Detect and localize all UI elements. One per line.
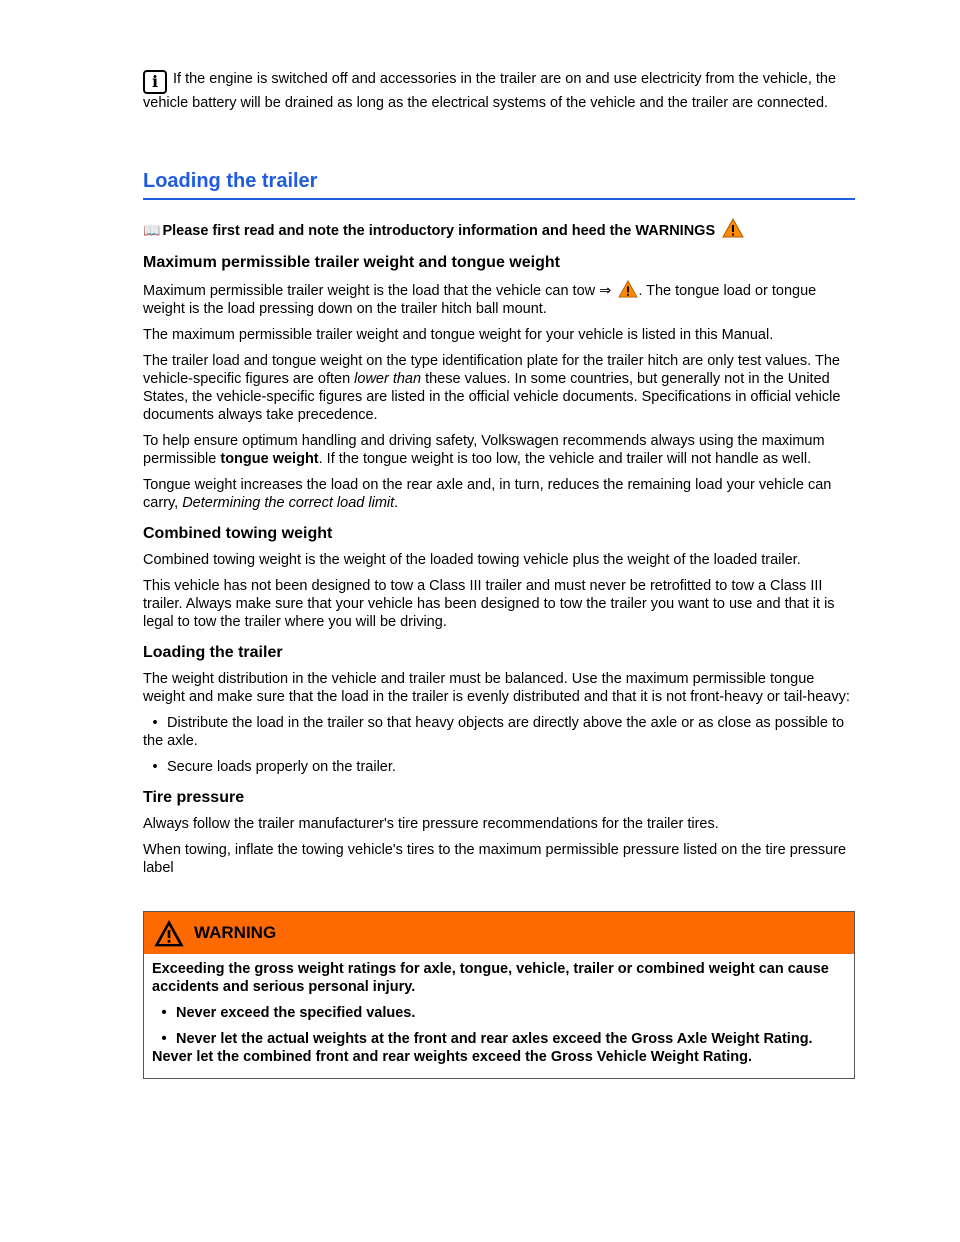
paragraph: When towing, inflate the towing vehicle's tires to the maximum permissible pressure listed on the tire pressure label xyxy=(143,842,847,876)
warning-list-item xyxy=(152,1004,846,1022)
bold-term: tongue weight xyxy=(220,451,319,467)
paragraph xyxy=(143,476,855,512)
paragraph xyxy=(143,432,855,468)
warning-triangle-icon xyxy=(154,920,184,947)
info-icon: i xyxy=(143,70,167,94)
list-item xyxy=(143,758,855,776)
body-content xyxy=(143,254,855,877)
text: Never exceed the specified values. xyxy=(176,1005,416,1021)
heading-loading-trailer: Loading the trailer xyxy=(143,644,283,661)
text: Secure loads properly on the trailer. xyxy=(167,759,396,775)
manual-page xyxy=(143,70,855,1079)
emphasis: lower than xyxy=(354,371,422,387)
paragraph: The maximum permissible trailer weight and tongue weight for your vehicle is listed in this Manual. xyxy=(143,327,774,343)
warning-list-item xyxy=(152,1030,846,1066)
paragraph: Combined towing weight is the weight of the loaded towing vehicle plus the weight of the loaded trailer. xyxy=(143,552,801,568)
warning-triangle-icon xyxy=(722,218,744,238)
warning-label: WARNING xyxy=(194,923,277,942)
book-icon: 📖 xyxy=(143,222,161,238)
text: Tongue weight increases the load on the rear axle and, in turn, reduces the remaining load your vehicle can carry, xyxy=(143,477,832,511)
heading-tire-pressure: Tire pressure xyxy=(143,789,245,806)
info-note xyxy=(143,70,855,112)
paragraph xyxy=(143,280,855,318)
bullet-icon: • xyxy=(152,715,158,731)
list-item xyxy=(143,714,855,750)
warning-body xyxy=(144,954,854,1078)
paragraph: The weight distribution in the vehicle and trailer must be balanced. Use the maximum permissible tongue weight and make sure that the load in the trailer is evenly distributed and that it is not front-heavy or tail-heavy: xyxy=(143,671,850,705)
heading-max-weight: Maximum permissible trailer weight and tongue weight xyxy=(143,254,560,271)
text: Maximum permissible trailer weight is the load that the vehicle can tow ⇒ xyxy=(143,283,612,299)
bullet-icon: • xyxy=(161,1005,167,1021)
section-title: Loading the trailer xyxy=(143,170,855,200)
info-note-text: If the engine is switched off and accessories in the trailer are on and use electricity from the vehicle, the vehicle battery will be drained as long as the electrical systems of the vehicle and the trailer are connected. xyxy=(143,71,837,111)
text: . The tongue load or tongue weight is the load pressing down on the trailer hitch ball mount. xyxy=(143,283,817,317)
warning-box xyxy=(143,911,855,1079)
bullet-icon: • xyxy=(152,759,158,775)
heading-combined-weight: Combined towing weight xyxy=(143,525,333,542)
cross-reference-link[interactable]: Determining the correct load limit xyxy=(182,495,395,511)
intro-text: Please first read and note the introductory information and heed the WARNINGS xyxy=(162,223,716,239)
bullet-icon: • xyxy=(161,1031,167,1047)
warning-header xyxy=(144,912,854,954)
warning-text: Exceeding the gross weight ratings for axle, tongue, vehicle, trailer or combined weight can cause accidents and serious personal injury. xyxy=(152,961,829,995)
paragraph: This vehicle has not been designed to tow a Class III trailer and must never be retrofitted to tow a Class III trailer. Always make sure that your vehicle has been designed to tow the trailer you want to use and that it is legal to tow the trailer where you will be driving. xyxy=(143,578,835,630)
warning-triangle-icon xyxy=(618,280,638,298)
paragraph: Always follow the trailer manufacturer's tire pressure recommendations for the trailer tires. xyxy=(143,816,719,832)
paragraph xyxy=(143,352,855,424)
text: . If the tongue weight is too low, the vehicle and trailer will not handle as well. xyxy=(318,451,812,467)
text: To help ensure optimum handling and driving safety, Volkswagen recommends always using the maximum permissible xyxy=(143,433,825,467)
text: these values. In some countries, but generally not in the United States, the vehicle-specific figures are listed in the official vehicle documents. Specifications in official vehicle documents always take precedence. xyxy=(143,371,841,423)
text: . xyxy=(394,495,399,511)
intro-line xyxy=(143,218,855,241)
text: Never let the actual weights at the front and rear axles exceed the Gross Axle Weight Rating. Never let the combined front and rear weights exceed the Gross Vehicle Weight Rating. xyxy=(152,1031,813,1065)
text: Distribute the load in the trailer so that heavy objects are directly above the axle or as close as possible to the axle. xyxy=(143,715,845,749)
text: The trailer load and tongue weight on the type identification plate for the trailer hitch are only test values. The vehicle-specific figures are often xyxy=(143,353,840,387)
